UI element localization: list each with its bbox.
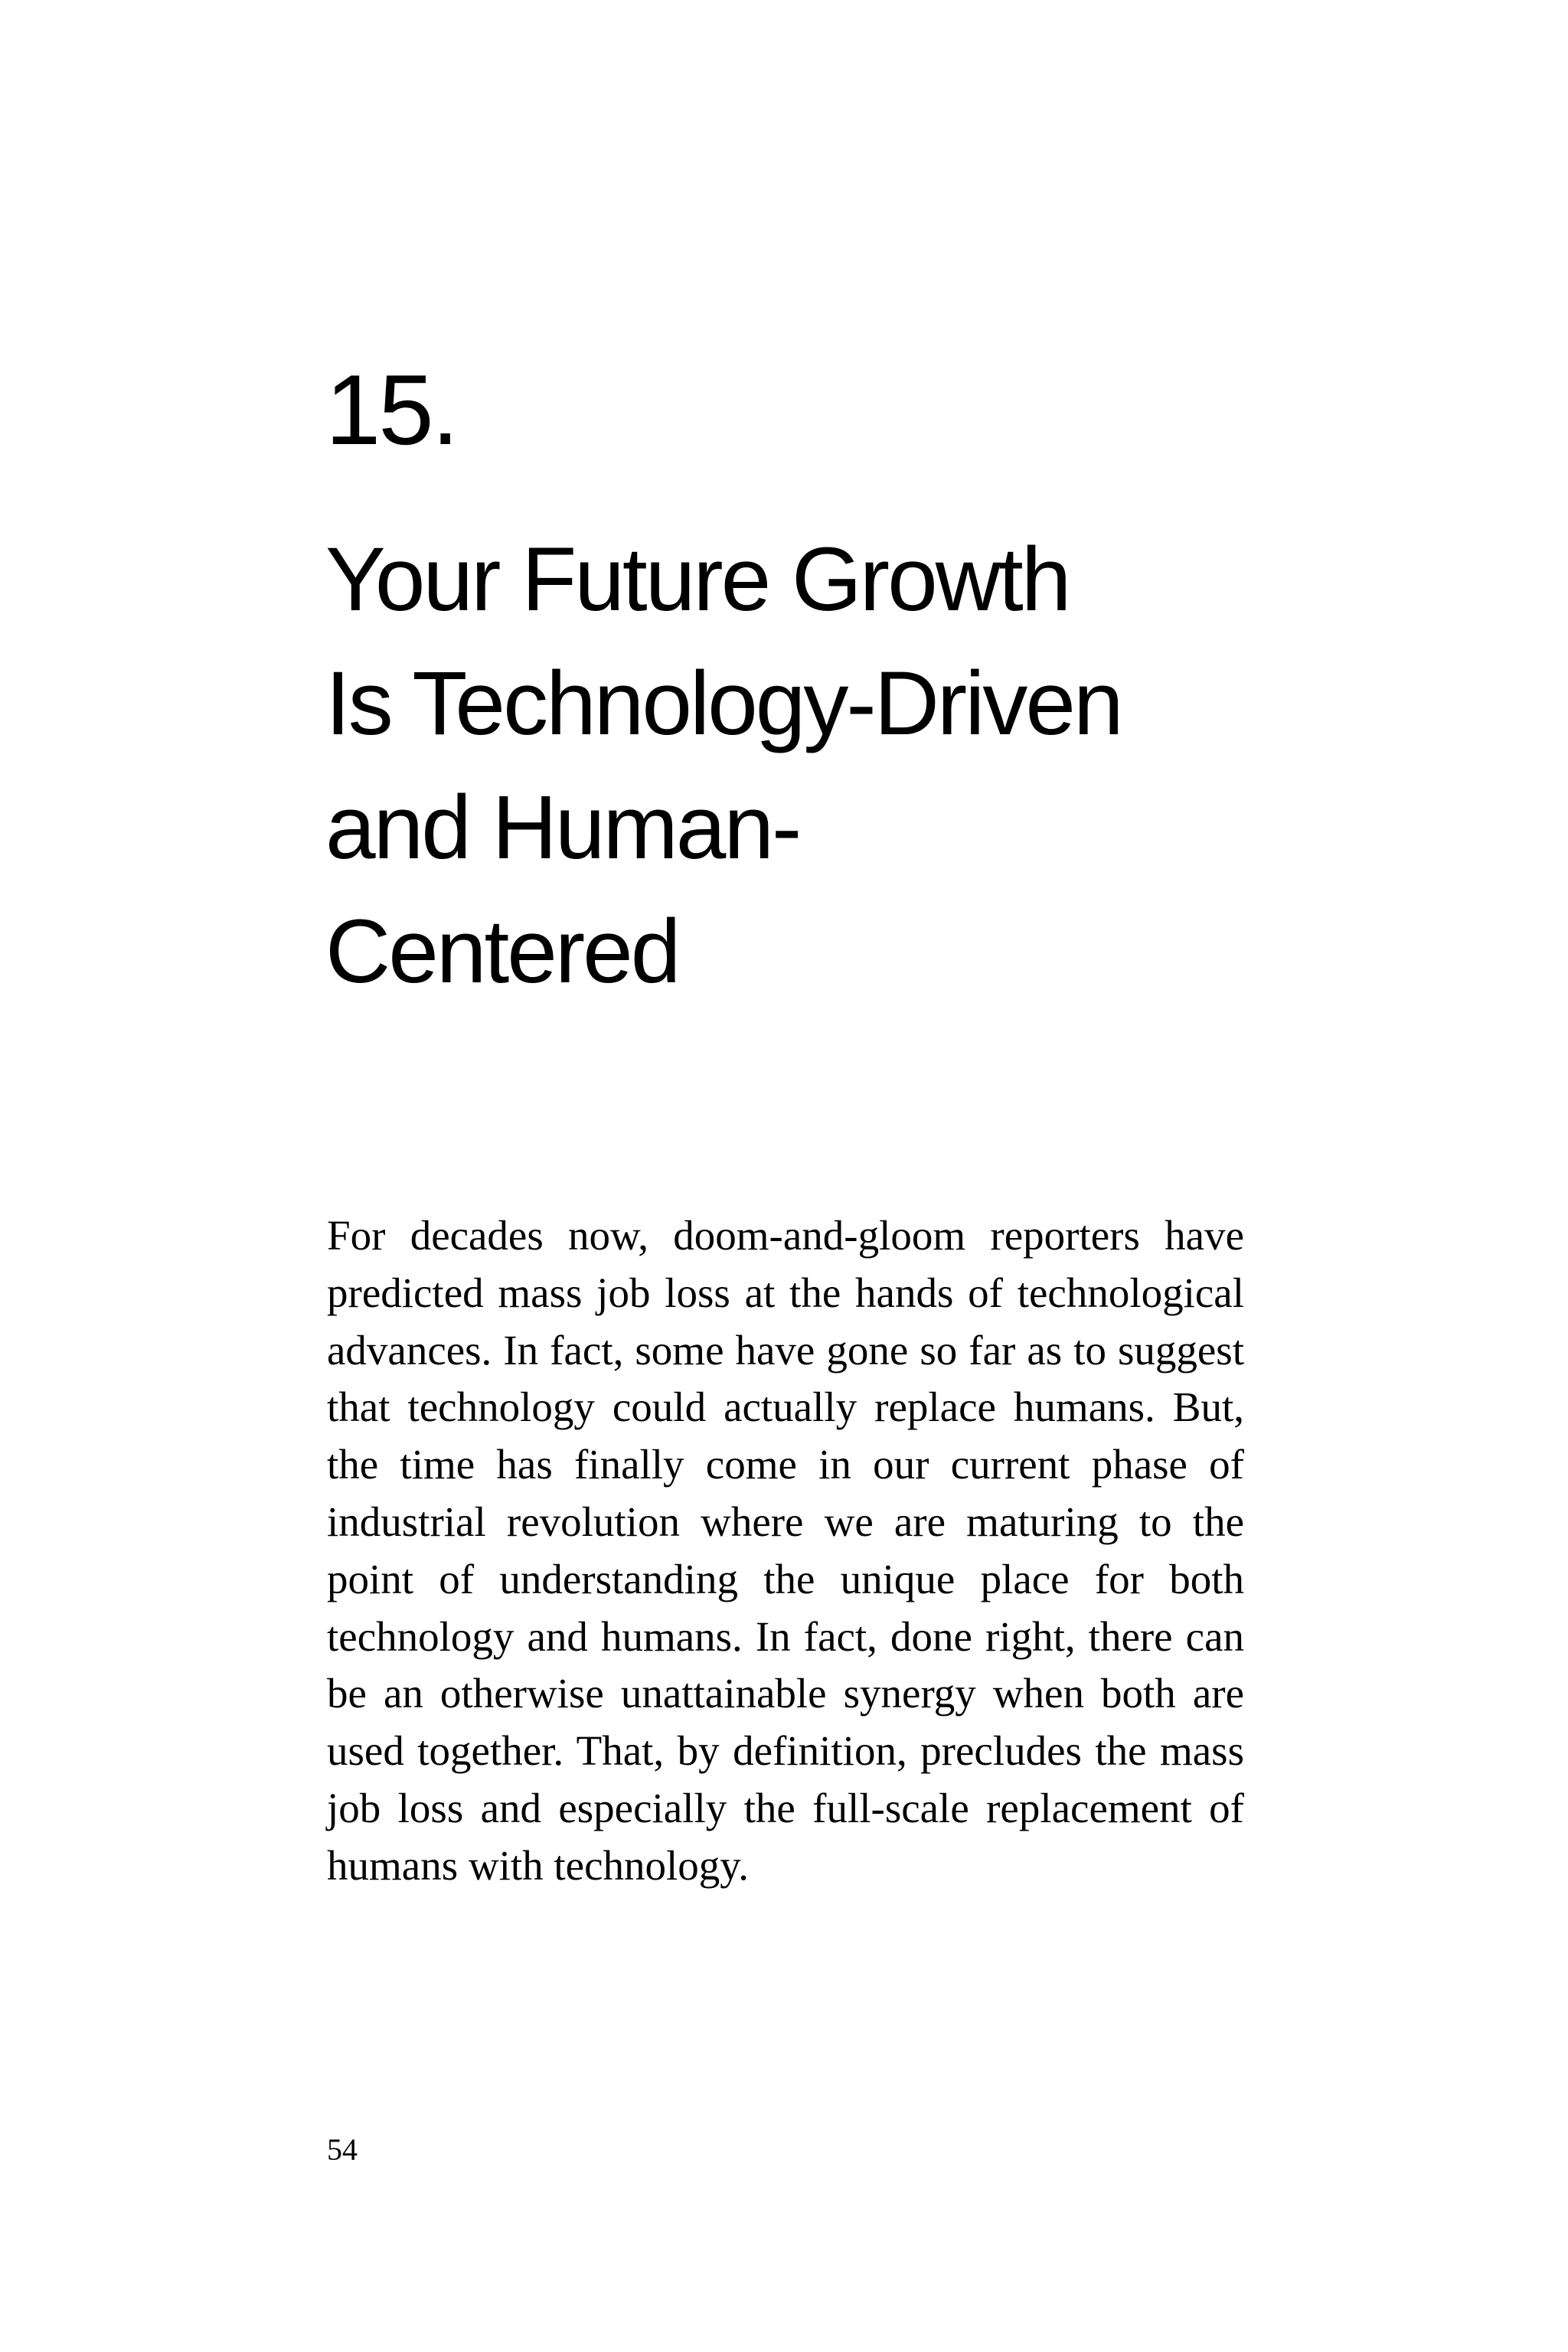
chapter-title-line: Your Future Growth (325, 529, 1070, 630)
chapter-title (325, 518, 1321, 1014)
page-number: 54 (327, 2132, 358, 2167)
chapter-title-line: Centered (325, 901, 679, 1002)
chapter-title-line: and Human- (325, 777, 800, 878)
chapter-number: 15. (325, 354, 457, 466)
body-paragraph: For decades now, doom-and-gloom reporters have predicted mass job loss at the hands of technological advances. In fact, some have gone so far as to suggest that technology could actually replace humans. But, the time has finally come in our current phase of industrial revolution where we are maturing to the point of understanding the unique place for both technology and humans. In fact, done right, there can be an otherwise unattainable synergy when both are used together. That, by definition, precludes the mass job loss and especially the full-scale replacement of humans with technology. (327, 1212, 1244, 1889)
chapter-title-line: Is Technology-Driven (325, 653, 1122, 754)
